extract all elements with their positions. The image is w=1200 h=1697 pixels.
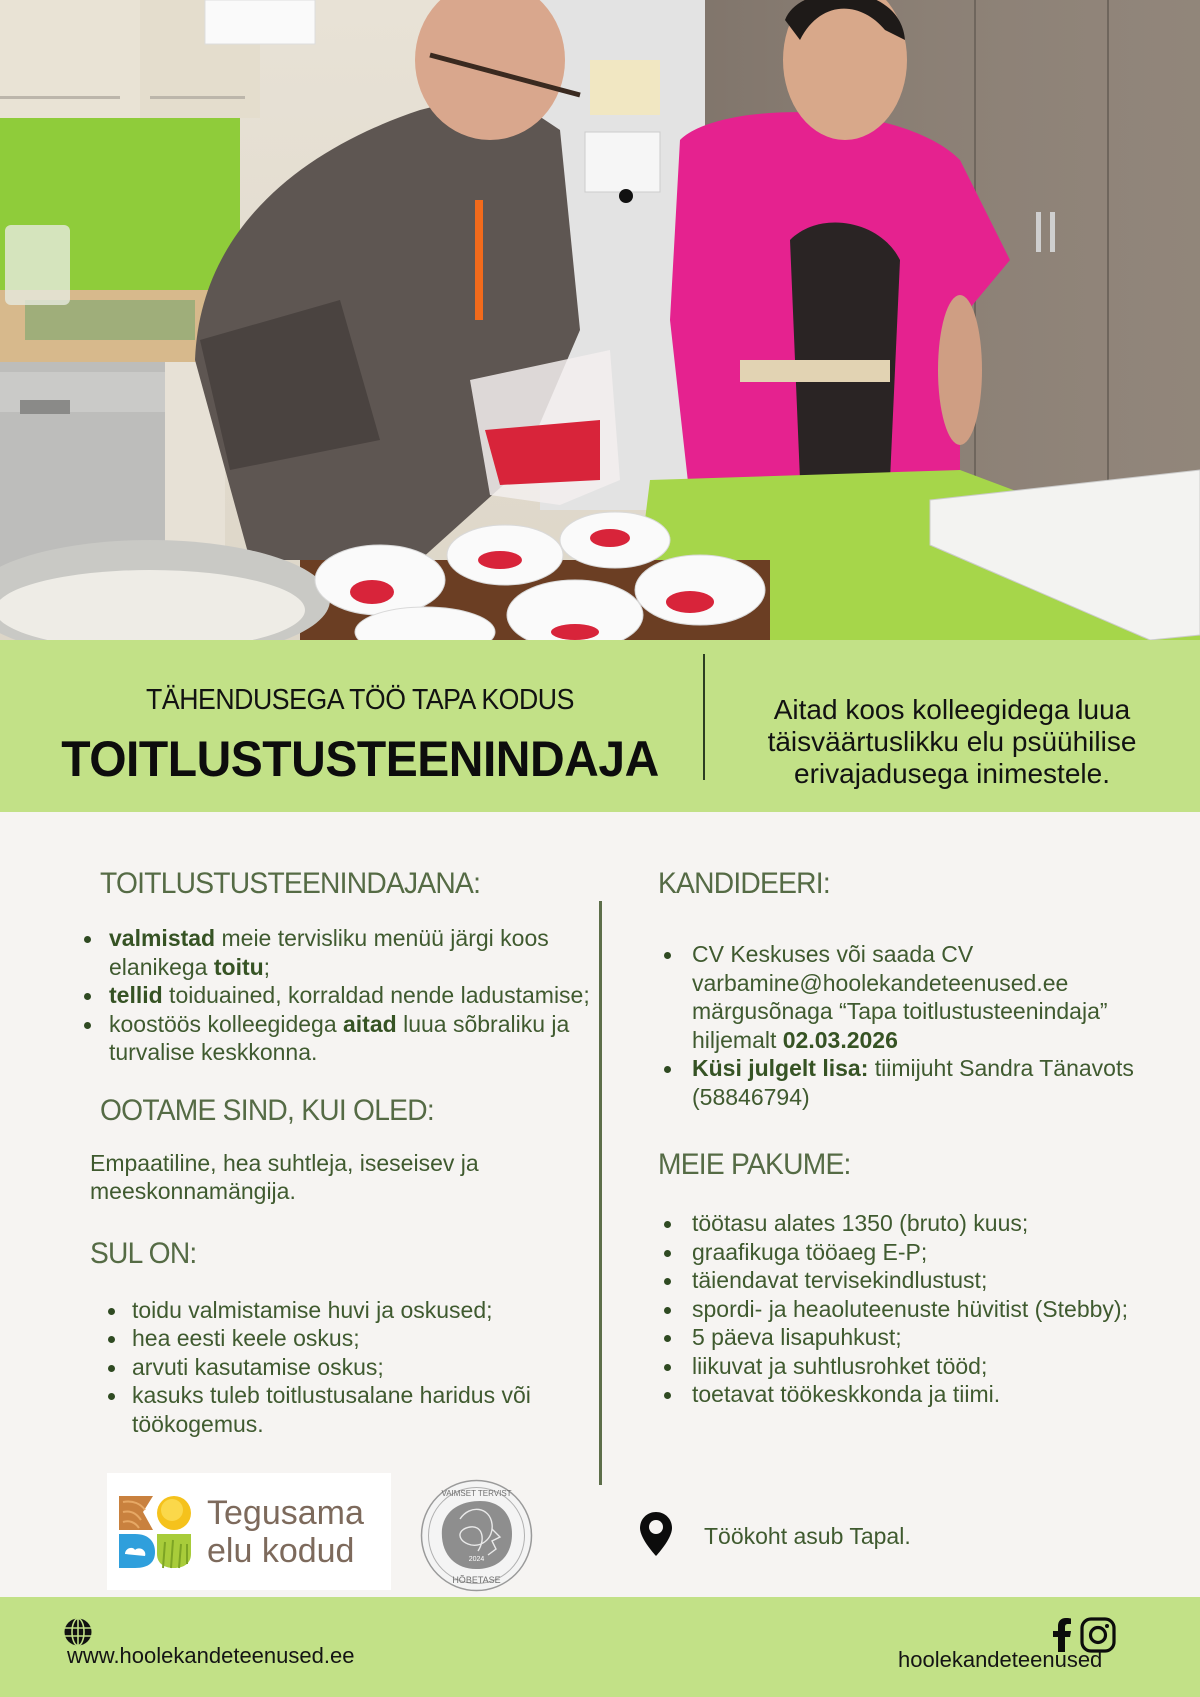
offer-item: 5 päeva lisapuhkust; — [664, 1323, 1178, 1352]
duty-item — [84, 924, 590, 981]
job-location — [640, 1512, 911, 1561]
duty-text: koostöös kolleegidega — [109, 1010, 343, 1037]
bold-term: tellid — [109, 982, 163, 1008]
svg-text:HÕBETASE: HÕBETASE — [452, 1575, 501, 1585]
offer-list — [664, 1209, 1178, 1409]
social-handle-link[interactable]: hoolekandeteenused — [898, 1647, 1103, 1672]
duty-item — [84, 981, 590, 1010]
kicker-text: TÄHENDUSEGA TÖÖ TAPA KODUS — [146, 684, 574, 716]
svg-text:2024: 2024 — [468, 1556, 485, 1563]
job-title: TOITLUSTUSTEENINDAJA — [61, 731, 659, 787]
expectations-section — [90, 1093, 590, 1206]
duty-text: toiduained, korraldad nende ladustamise; — [162, 982, 590, 1008]
offer-item: spordi- ja heaoluteenuste hüvitist (Stebby); — [664, 1295, 1178, 1324]
left-column — [90, 866, 590, 1438]
duties-section — [90, 866, 590, 1067]
logo-wordmark — [207, 1494, 364, 1570]
offer-item: täiendavat tervisekindlustust; — [664, 1266, 1178, 1295]
contact-item — [664, 1054, 1178, 1111]
requirement-item: arvuti kasutamise oskus; — [108, 1353, 590, 1382]
vaimset-tervist-badge — [420, 1479, 533, 1592]
contact-text: tiimijuht Sandra Tänavots (58846794) — [692, 1055, 1134, 1110]
location-text: Töökoht asub Tapal. — [704, 1523, 911, 1549]
apply-heading: KANDIDEERI: — [658, 867, 830, 900]
logo-line-1: Tegusama — [207, 1493, 364, 1532]
kodu-logo-icon — [117, 1494, 193, 1570]
offer-item: liikuvat ja suhtlusrohket tööd; — [664, 1352, 1178, 1381]
title-block — [0, 640, 700, 812]
offer-item: graafikuga tööaeg E-P; — [664, 1238, 1178, 1267]
svg-text:VAIMSET TERVIST: VAIMSET TERVIST — [441, 1489, 512, 1498]
hero-photo — [0, 0, 1200, 640]
apply-item — [664, 940, 1178, 1054]
tagline — [712, 694, 1192, 790]
expectations-text: Empaatiline, hea suhtleja, iseseisev ja meeskonnamängija. — [90, 1149, 479, 1204]
requirement-item: toidu valmistamise huvi ja oskused; — [108, 1296, 590, 1325]
requirements-heading: SUL ON: — [90, 1236, 197, 1270]
apply-list — [664, 940, 1178, 1111]
kitchen-scene-illustration — [0, 0, 1200, 640]
tagline-line: Aitad koos kolleegidega luua — [773, 694, 1131, 725]
duty-text: luua sõbraliku ja turvalise keskkonna. — [109, 1010, 570, 1065]
offer-section — [658, 1147, 1178, 1409]
duty-item — [84, 1010, 590, 1067]
tegusama-elu-kodud-logo — [107, 1473, 391, 1590]
duties-list — [90, 924, 590, 1067]
bold-term: toitu — [213, 953, 264, 980]
map-pin-icon — [640, 1512, 672, 1561]
apply-instructions: CV Keskuses või saada CV varbamine@hoolekandeteenused.ee märgusõnaga “Tapa toitlustusteenindaja” hiljemalt — [692, 941, 1108, 1053]
right-column — [658, 866, 1178, 1409]
duty-text: meie tervisliku menüü järgi koos elanikega — [109, 925, 549, 980]
tagline-line: täisväärtuslikku elu psüühilise — [767, 726, 1137, 757]
website-link[interactable]: www.hoolekandeteenused.ee — [67, 1643, 355, 1668]
offer-heading: MEIE PAKUME: — [658, 1148, 851, 1181]
duty-text: ; — [263, 953, 271, 980]
bold-term: aitad — [343, 1010, 397, 1037]
offer-item: toetavat töökeskkonda ja tiimi. — [664, 1380, 1178, 1409]
duties-heading: TOITLUSTUSTEENINDAJANA: — [100, 867, 481, 900]
title-band — [0, 640, 1200, 812]
bold-term: valmistad — [109, 925, 216, 951]
requirements-section — [90, 1236, 590, 1439]
requirement-item: hea eesti keele oskus; — [108, 1324, 590, 1353]
footer — [0, 1597, 1200, 1697]
expectations-heading: OOTAME SIND, KUI OLED: — [100, 1093, 434, 1127]
offer-item: töötasu alates 1350 (bruto) kuus; — [664, 1209, 1178, 1238]
requirement-item: kasuks tuleb toitlustusalane haridus või töökogemus. — [108, 1381, 590, 1438]
deadline-date: 02.03.2026 — [782, 1026, 898, 1053]
apply-section — [658, 866, 1178, 1111]
logo-line-2: elu kodud — [207, 1531, 355, 1570]
requirements-list — [108, 1296, 590, 1439]
tagline-line: erivajadusega inimestele. — [794, 758, 1110, 789]
contact-label: Küsi julgelt lisa: — [692, 1055, 869, 1081]
column-divider — [599, 901, 602, 1485]
band-divider — [703, 654, 705, 780]
